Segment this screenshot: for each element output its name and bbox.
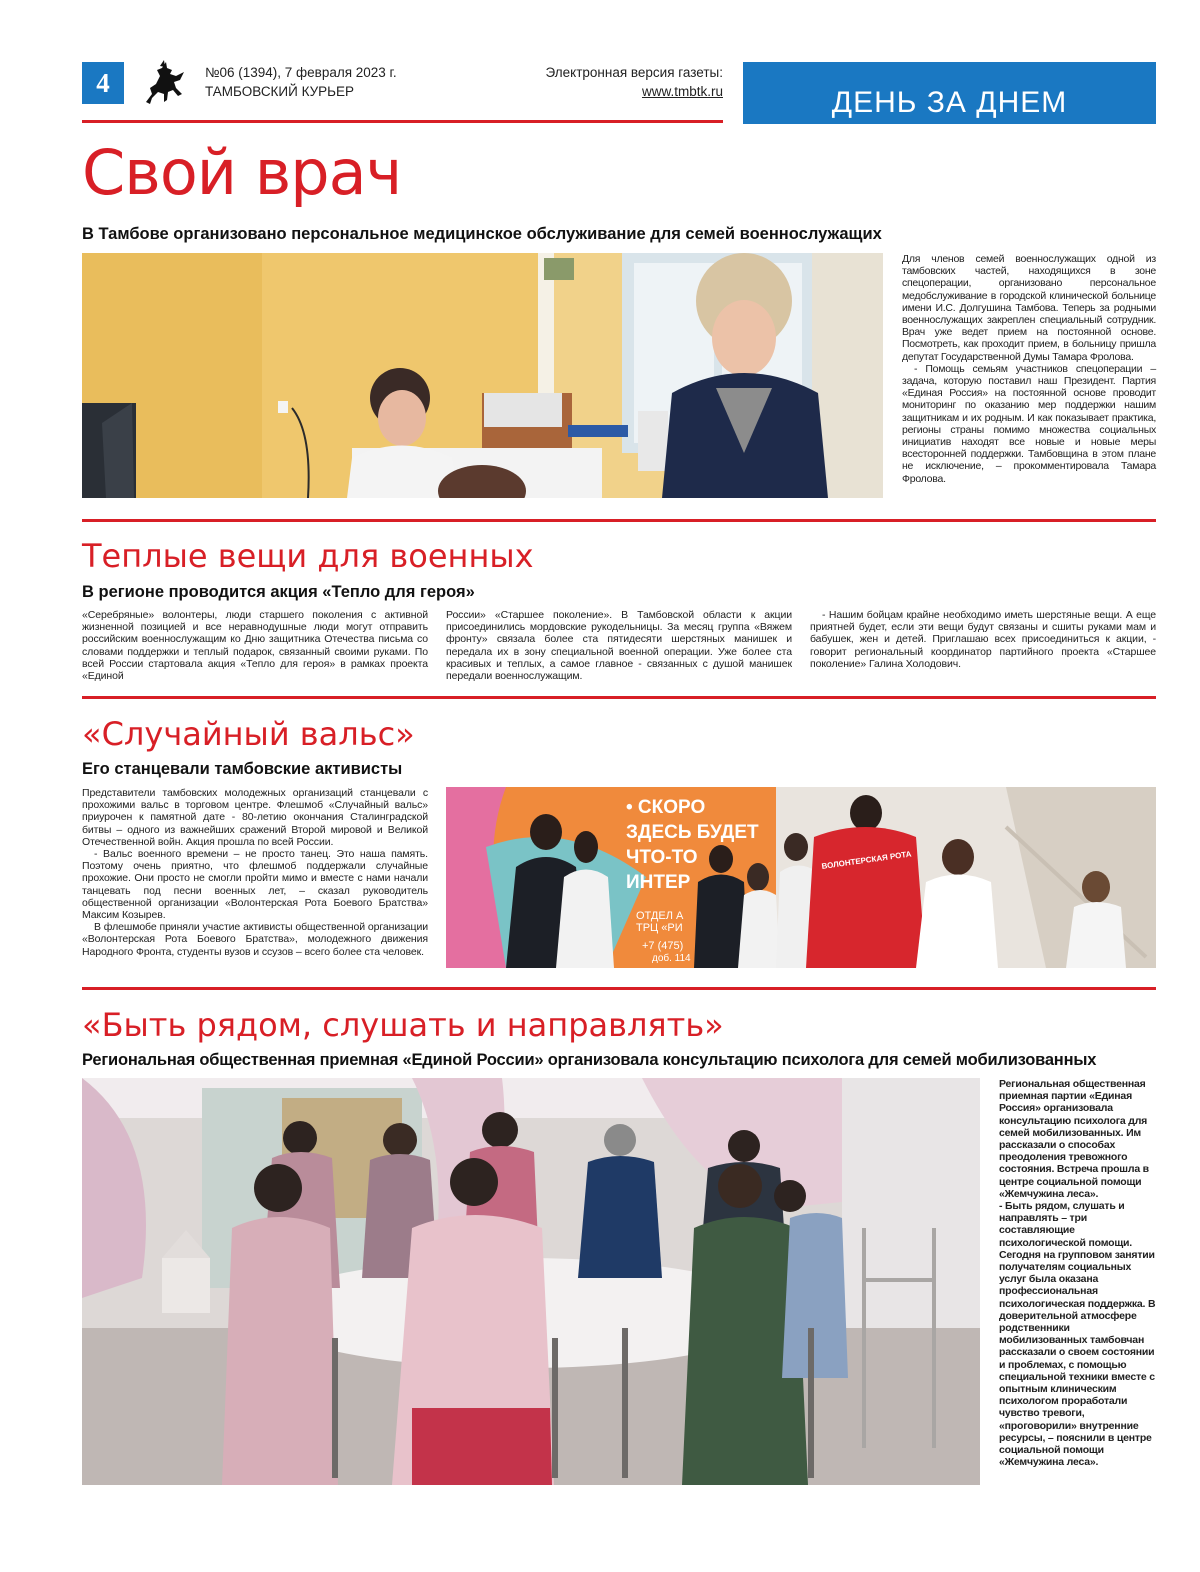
article2-column: [82, 609, 428, 682]
article4-paragraph: Региональная общественная приемная партии «Единая Россия» организовала консультацию психолога для семей мобилизованных. Им рассказали о способах преодоления тревожного состояния. Встреча прошла в центре социальной помощи «Жемчужина леса».: [999, 1078, 1149, 1200]
article3-subtitle: Его станцевали тамбовские активисты: [82, 760, 403, 778]
article4-title: «Быть рядом, слушать и направлять»: [82, 1006, 724, 1044]
article2-paragraph: России» «Старшее поколение». В Тамбовской области к акции присоединились мордовские рукодельницы. За месяц группа «Вяжем фронту» связала более ста пятидесяти шерстяных манишек и передала их в зону специальной военной операции. Уже более ста красивых и теплых, а самое главное - связанных с душой манишек передали военнослужащим.: [446, 609, 792, 683]
section-divider: [82, 987, 1156, 990]
issue-line: №06 (1394), 7 февраля 2023 г.: [205, 65, 397, 80]
horse-rider-logo-icon: [140, 58, 190, 108]
page-number: 4: [82, 62, 124, 104]
article2-column: [810, 609, 1156, 670]
section-divider: [82, 519, 1156, 522]
sign-small: ТРЦ «РИ: [636, 922, 683, 934]
hoodie-text: ВОЛОНТЕРСКАЯ РОТА: [821, 849, 913, 871]
article4-subtitle: Региональная общественная приемная «Единой России» организовала консультацию психолога для семей мобилизованных: [82, 1051, 1097, 1069]
sign-line: ЗДЕСЬ БУДЕТ: [626, 822, 759, 843]
sign-small: +7 (475): [642, 940, 684, 952]
article4-text: [999, 1078, 1156, 1469]
article3-text: [82, 787, 428, 958]
article3-title: «Случайный вальс»: [82, 715, 415, 753]
header-divider: [82, 120, 723, 123]
eversion-link[interactable]: www.tmbtk.ru: [641, 84, 723, 99]
article1-paragraph: - Помощь семьям участников спецоперации – задача, которую поставил наш Президент. Партия «Единая Россия» на постоянной основе проводит мониторинг по оказанию мер поддержки нашим защитникам и их родным. И как показывает практика, регионы страны помимо множества социальных инициатив находят все новые и новые меры всесторонней поддержки. Тамбовщина в этом плане не исключение, – прокомментировала Тамара Фролова.: [902, 362, 1156, 485]
article2-subtitle: В регионе проводится акция «Тепло для героя»: [82, 583, 475, 601]
section-divider: [82, 696, 1156, 699]
article1-paragraph: Для членов семей военнослужащих одной из тамбовских частей, находящихся в зоне спецоперации, организовано персональное медобслуживание в городской клинической больнице имени И.С. Долгушина Тамбова. Теперь за родными военнослужащих закреплен специальный сотрудник. Врач уже ведет прием на постоянной основе. Посмотреть, как проходит прием, в больницу пришла депутат Государственной Думы Тамара Фролова.: [902, 253, 1156, 363]
sign-line: ИНТЕР: [626, 872, 691, 893]
article2-paragraph: - Нашим бойцам крайне необходимо иметь шерстяные вещи. А еще приятней будет, если эти вещи будут связаны и сшиты руками мам и бабушек, жен и детей. Приглашаю всех присоединиться к акции, - говорит региональный координатор партийного проекта «Старшее поколение» Галина Холодович.: [810, 609, 1156, 670]
article3-paragraph: В флешмобе приняли участие активисты общественной организации «Волонтерская Рота Боевого Братства», молодежного движения Народного Фронта, студенты вузов и ссузов – всего более ста человек.: [82, 921, 428, 958]
article4-photo: [82, 1078, 980, 1485]
eversion-label: Электронная версия газеты:: [545, 65, 723, 80]
paper-name: ТАМБОВСКИЙ КУРЬЕР: [205, 84, 355, 99]
issue-info: [205, 63, 397, 101]
sign-line: ЧТО-ТО: [626, 847, 698, 868]
section-rubric: ДЕНЬ ЗА ДНЕМ: [743, 62, 1156, 124]
article4-paragraph: - Быть рядом, слушать и направлять – три составляющие психологической помощи. Сегодня на групповом занятии получателям социальных услуг была оказана профессиональная психологическая поддержка. В доверительной атмосфере родственники мобилизованных тамбовчан рассказали о своем состоянии и проблемах, с помощью специальной техники вместе с опытным клиническим психологом проработали чувство тревоги, «проговорили» внутренние ресурсы, – пояснили в центре социальной помощи «Жемчужина леса».: [999, 1200, 1156, 1469]
article1-title: Свой врач: [82, 136, 402, 209]
sign-small: ОТДЕЛ А: [636, 910, 684, 922]
sign-line: • СКОРО: [626, 797, 706, 818]
article1-text: [902, 253, 1156, 485]
article3-paragraph: - Вальс военного времени – не просто танец. Это наша память. Поэтому очень приятно, что флешмоб поддержали случайные прохожие. Они просто не смогли пройти мимо и вместе с нами начали танцевать под песни военных лет, – сказал руководитель общественной организации «Волонтерская Рота Боевого Братства» Максим Козырев.: [82, 848, 428, 922]
article3-paragraph: Представители тамбовских молодежных организаций станцевали с прохожими вальс в торговом центре. Флешмоб «Случайный вальс» приурочен к памятной дате - 80-летию окончания Сталинградской битвы – одного из важнейших сражений Второй мировой и Великой Отечественной войн. Акция прошла по всей России.: [82, 787, 428, 848]
sign-small: доб. 114: [652, 953, 691, 964]
article1-photo: [82, 253, 883, 498]
electronic-version: [470, 63, 723, 101]
article2-paragraph: «Серебряные» волонтеры, люди старшего поколения с активной жизненной позицией и все неравнодушные люди могут отправить российским военнослужащим ко Дню защитника Отечества письма со словами поддержки и теплый подарок, связанный своими руками. По всей России стартовала акция «Тепло для героя» в рамках проекта «Единой: [82, 609, 428, 683]
article2-column: [446, 609, 792, 682]
article3-photo: [446, 787, 1156, 968]
article2-title: Теплые вещи для военных: [82, 537, 534, 575]
article1-subtitle: В Тамбове организовано персональное медицинское обслуживание для семей военнослужащих: [82, 225, 882, 243]
